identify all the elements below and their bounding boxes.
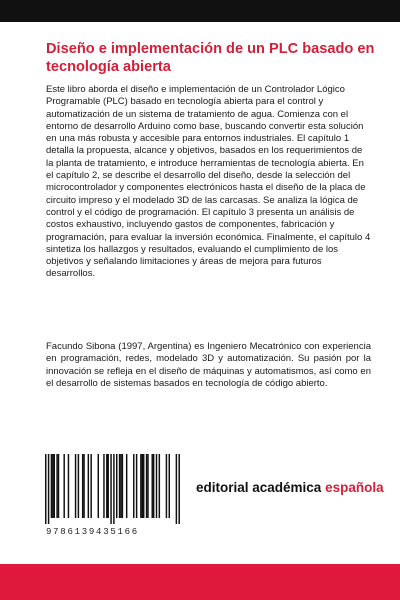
barcode-bar [178, 454, 179, 524]
author-bio: Facundo Sibona (1997, Argentina) es Ingeniero Mecatrónico con experiencia en programación, redes, modelado 3D y automatización. Su pasión por la innovación se refleja en el diseño de máquinas y automatismos, así como en el desarrollo de sistemas basados en tecnología de código abierto. [46, 341, 371, 389]
barcode-bar [159, 454, 160, 518]
barcode [42, 454, 182, 538]
barcode-bar [45, 454, 46, 524]
barcode-bar [143, 454, 144, 518]
barcode-bar [147, 454, 148, 518]
bottom-red-band [0, 564, 400, 600]
barcode-bar [136, 454, 137, 518]
barcode-bar [113, 454, 114, 524]
barcode-bar [146, 454, 147, 518]
barcode-bar [107, 454, 108, 518]
barcode-bar [98, 454, 99, 518]
barcode-bar [142, 454, 143, 518]
barcode-bar [68, 454, 69, 518]
barcode-bar [133, 454, 134, 518]
barcode-bar [116, 454, 117, 518]
barcode-bar [176, 454, 177, 524]
barcode-bar [152, 454, 153, 518]
barcode-bar [166, 454, 167, 518]
barcode-bar [83, 454, 84, 518]
barcode-bar [58, 454, 59, 518]
barcode-bars [42, 454, 182, 524]
barcode-bar [156, 454, 157, 518]
barcode-bar [110, 454, 111, 524]
barcode-bar [78, 454, 79, 518]
barcode-bar [126, 454, 127, 518]
isbn-number: 9786139435166 [46, 527, 139, 537]
barcode-bar [48, 454, 49, 524]
publisher-name-accent: española [325, 480, 384, 495]
barcode-bar [90, 454, 91, 518]
book-abstract: Este libro aborda el diseño e implementación de un Controlador Lógico Programable (PLC) basado en tecnología abierta para el control y automatización de un sistema de tratamiento de agua. Comienza con el entorno de desarrollo Arduino como base, buscando convertir esta solución en una más robusta y accesible para entornos industriales. El capítulo 1 detalla la propuesta, alcance y objetivos, basados en los requerimientos de la planta de tratamiento, e introduce herramientas de tecnología abierta. En el capítulo 2, se describe el desarrollo del diseño, desde la selección del microcontrolador y componentes electrónicos hasta el diseño de la placa de circuito impreso y el modelado 3D de las carcasas. Se analiza la lógica de control y el código de programación. El capítulo 3 presenta un análisis de costos exhaustivo, incluyendo gastos de componentes, fabricación y programación, para evaluar la inversión económica. Finalmente, el capítulo 4 sintetiza los hallazgos y resultados, evaluando el cumplimiento de los objetivos y señalando limitaciones y áreas de mejora para futuros desarrollos. [46, 84, 371, 280]
barcode-bar [82, 454, 83, 518]
barcode-bar [54, 454, 55, 518]
barcode-bar [153, 454, 154, 518]
barcode-bar [56, 454, 57, 518]
barcode-bar [119, 454, 120, 518]
barcode-bar [88, 454, 89, 518]
barcode-bar [63, 454, 64, 518]
barcode-bar [52, 454, 53, 518]
barcode-bar [120, 454, 121, 518]
barcode-bar [106, 454, 107, 518]
top-black-band [0, 0, 400, 22]
publisher-name: editorial académica [196, 480, 322, 495]
barcode-bar [122, 454, 123, 518]
barcode-bar [75, 454, 76, 518]
barcode-bar [51, 454, 52, 518]
publisher-logo [196, 480, 384, 495]
book-title: Diseño e implementación de un PLC basado en tecnología abierta [46, 41, 375, 75]
barcode-bar [103, 454, 104, 518]
barcode-bar [140, 454, 141, 518]
barcode-bar [169, 454, 170, 518]
